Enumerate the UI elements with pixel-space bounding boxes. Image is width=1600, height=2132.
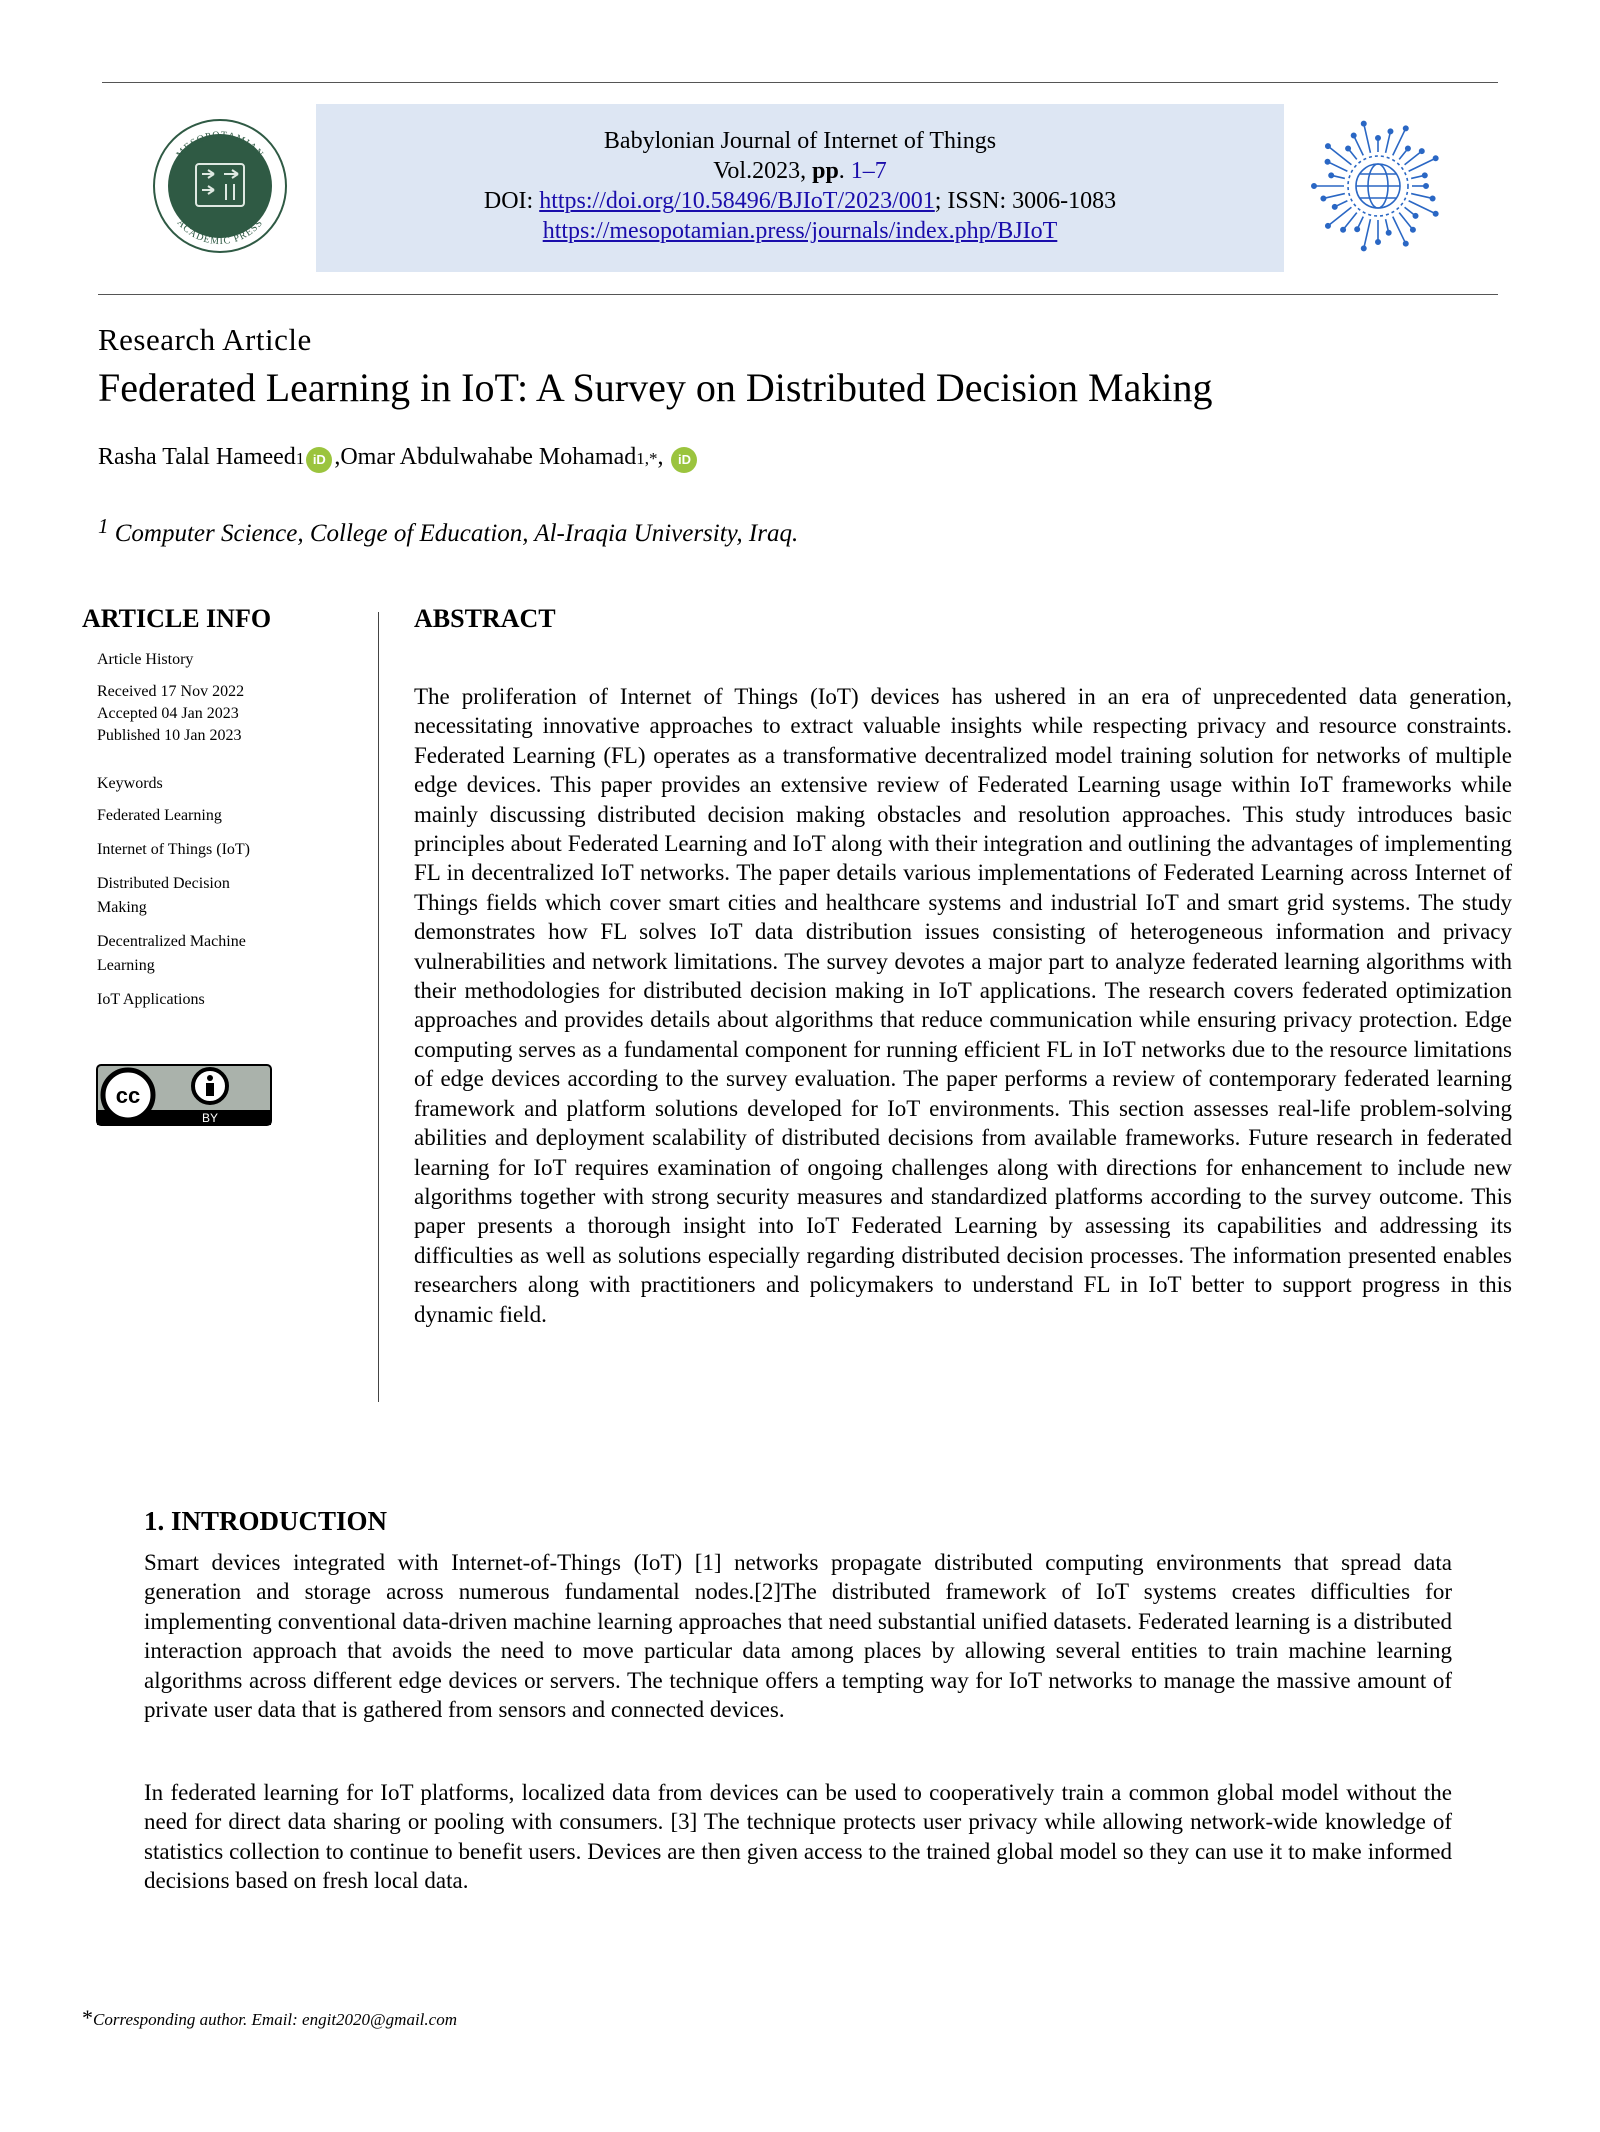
keyword-item: Decentralized Machine Learning xyxy=(97,933,246,974)
abstract-heading: ABSTRACT xyxy=(414,604,556,633)
logo-node xyxy=(1355,227,1359,231)
header-bottom-rule xyxy=(98,294,1498,295)
received-date: Received 17 Nov 2022 xyxy=(97,683,245,700)
logo-node xyxy=(1420,149,1424,153)
logo-node xyxy=(1312,184,1316,188)
article-info-heading: ARTICLE INFO xyxy=(82,604,272,633)
svg-text:ACADEMIC PRESS: ACADEMIC PRESS xyxy=(174,217,266,248)
logo-ray xyxy=(1328,162,1348,172)
article-type: Research Article xyxy=(98,322,312,357)
logo-node xyxy=(1388,129,1392,133)
logo-node xyxy=(1376,136,1380,140)
logo-node xyxy=(1362,246,1366,250)
logo-node xyxy=(1406,146,1410,150)
author-1-name: Rasha Talal Hameed xyxy=(98,444,296,470)
logo-node xyxy=(1430,196,1434,200)
logo-node xyxy=(1325,160,1329,164)
logo-node xyxy=(1413,214,1417,218)
logo-ray xyxy=(1364,124,1371,153)
logo-node xyxy=(1362,121,1366,125)
journal-info-box xyxy=(316,104,1284,272)
logo-ray xyxy=(1386,131,1391,152)
logo-node xyxy=(1386,231,1390,235)
footnote-text: Corresponding author. Email: engit2020@gmail.com xyxy=(93,2010,457,2029)
logo-node xyxy=(1321,196,1325,200)
logo-ray xyxy=(1409,158,1436,171)
intro-paragraph: In federated learning for IoT platforms, localized data from devices can be used to cooperatively train a common global model without the need for direct data sharing or pooling with consumers. [3] The technique protects user privacy while allowing network-wide knowledge of statistics collection to continue to benefit users. Devices are then given access to the trained global model so they can use it to make informed decisions based on fresh local data. xyxy=(144,1780,1452,1894)
paper-title: Federated Learning in IoT: A Survey on Distributed Decision Making xyxy=(98,365,1213,410)
author-line xyxy=(98,444,699,473)
keyword-item: IoT Applications xyxy=(97,991,205,1008)
journal-logo-icon xyxy=(1310,118,1446,254)
affiliation xyxy=(98,514,798,548)
logo-node xyxy=(1326,144,1330,148)
keyword-item: Federated Learning xyxy=(97,807,222,824)
header-top-rule xyxy=(102,82,1498,83)
journal-site-link[interactable]: https://mesopotamian.press/journals/index.php/BJIoT xyxy=(542,218,1058,244)
journal-doi-line xyxy=(316,186,1284,216)
journal-volume xyxy=(316,156,1284,186)
article-history-label: Article History xyxy=(97,651,194,668)
logo-ray xyxy=(1399,213,1413,230)
cc-by-label: BY xyxy=(201,1111,219,1125)
journal-site-line xyxy=(316,216,1284,246)
logo-node xyxy=(1411,228,1415,232)
pages-range: 1–7 xyxy=(850,158,887,184)
published-date: Published 10 Jan 2023 xyxy=(97,727,242,744)
logo-node xyxy=(1404,241,1408,245)
accepted-date: Accepted 04 Jan 2023 xyxy=(97,705,239,722)
logo-ray xyxy=(1409,201,1436,214)
section-heading-introduction: 1. INTRODUCTION xyxy=(144,1506,388,1536)
affiliation-text: Computer Science, College of Education, Al-Iraqia University, Iraq. xyxy=(108,520,799,547)
affiliation-number: 1 xyxy=(98,514,109,538)
pages-sep: . xyxy=(838,158,851,184)
logo-node xyxy=(1346,146,1350,150)
issn-text: ; ISSN: 3006-1083 xyxy=(934,188,1117,214)
logo-ray xyxy=(1411,194,1432,199)
abstract-text: The proliferation of Internet of Things (IoT) devices has ushered in an era of unprecedented data generation, necessitating innovative approaches to extract valuable insights while respecting privacy and resource constraints. Federated Learning (FL) operates as a transformative decentralized model training solution for networks of multiple edge devices. This paper provides an extensive review of Federated Learning usage within IoT frameworks while mainly discussing distributed decision making obstacles and resolution approaches. This study introduces basic principles about Federated Learning and IoT along with their integration and outlining the advantages of implementing FL in decentralized IoT networks. The paper details various implementations of Federated Learning across Internet of Things fields which cover smart cities and healthcare systems and industrial IoT and smart grid systems. The study demonstrates how FL solves IoT data distribution issues consisting of heterogeneous information and privacy vulnerabilities and network limitations. The survey devotes a major part to analyze federated learning algorithms with their methodologies for distributed decision making in IoT applications. The research covers federated optimization approaches and provides details about algorithms that reduce communication while ensuring privacy protection. Edge computing serves as a fundamental component for running efficient FL in IoT networks due to the resource limitations of edge devices according to the survey evaluation. The paper performs a review of contemporary federated learning framework and platform solutions developed for IoT environments. This section assesses real-life problem-solving abilities and deployment scalability of distributed decisions from available frameworks. Future research in federated learning for IoT requires examination of ongoing challenges along with directions for enhancement to include new algorithms together with strong security measures and standardized platforms according to the survey outcome. This paper presents a thorough insight into IoT Federated Learning by assessing its capabilities and addressing its difficulties as well as solutions especially regarding distributed decision processes. The information presented enables researchers along with practitioners and policymakers to understand FL in IoT better to support progress in this dynamic field. xyxy=(414,684,1512,1327)
volume-prefix: Vol.2023, xyxy=(713,158,813,184)
logo-node xyxy=(1333,205,1337,209)
logo-node xyxy=(1423,173,1427,177)
author-2-affil: 1,* xyxy=(636,449,658,468)
author-1-affil: 1 xyxy=(295,449,305,468)
orcid-icon[interactable]: iD xyxy=(306,447,332,473)
logo-ray xyxy=(1323,194,1344,199)
keywords-label: Keywords xyxy=(97,775,163,792)
author-separator: , xyxy=(334,444,341,470)
orcid-icon[interactable]: iD xyxy=(671,447,697,473)
corresponding-author-footnote xyxy=(82,2005,457,2031)
publisher-logo-icon xyxy=(152,118,288,254)
logo-ray xyxy=(1405,151,1422,165)
footnote-star: * xyxy=(82,2005,93,2030)
cc-by-license-icon[interactable] xyxy=(96,1064,272,1126)
svg-text:MESOPOTAMIAN: MESOPOTAMIAN xyxy=(174,129,266,161)
logo-node xyxy=(1326,224,1330,228)
keyword-item: Distributed Decision Making xyxy=(97,875,230,916)
keyword-item: Internet of Things (IoT) xyxy=(97,841,250,858)
author-2-name: Omar Abdulwahabe Mohamad xyxy=(340,444,637,470)
logo-node xyxy=(1433,156,1437,160)
intro-paragraph: Smart devices integrated with Internet-of-Things (IoT) [1] networks propagate distributed computing environments that spread data generation and storage across numerous fundamental nodes.[2]The distributed framework of IoT systems creates difficulties for implementing conventional data-driven machine learning approaches that need substantial unified datasets. Federated learning is a distributed interaction approach that avoids the need to move particular data among places by allowing several entities to train machine learning algorithms across different edge devices or servers. The technique offers a tempting way for IoT networks to manage the massive amount of private user data that is gathered from sensors and connected devices. xyxy=(144,1550,1452,1723)
doi-label: DOI: xyxy=(483,188,540,214)
doi-link[interactable]: https://doi.org/10.58496/BJIoT/2023/001 xyxy=(539,188,935,214)
author-trailing: , xyxy=(657,444,664,470)
column-divider xyxy=(378,612,379,1402)
logo-node xyxy=(1424,184,1428,188)
logo-node xyxy=(1352,133,1356,137)
logo-node xyxy=(1433,212,1437,216)
logo-ray xyxy=(1354,136,1364,156)
logo-node xyxy=(1404,126,1408,130)
logo-ray xyxy=(1364,219,1371,248)
logo-node xyxy=(1376,240,1380,244)
logo-node xyxy=(1329,173,1333,177)
logo-ray xyxy=(1343,213,1357,230)
journal-name: Babylonian Journal of Internet of Things xyxy=(603,128,997,154)
pages-label: pp xyxy=(812,158,839,184)
svg-text:cc: cc xyxy=(115,1083,141,1108)
logo-node xyxy=(1341,228,1345,232)
logo-ray xyxy=(1393,217,1406,244)
logo-ray xyxy=(1393,128,1406,155)
